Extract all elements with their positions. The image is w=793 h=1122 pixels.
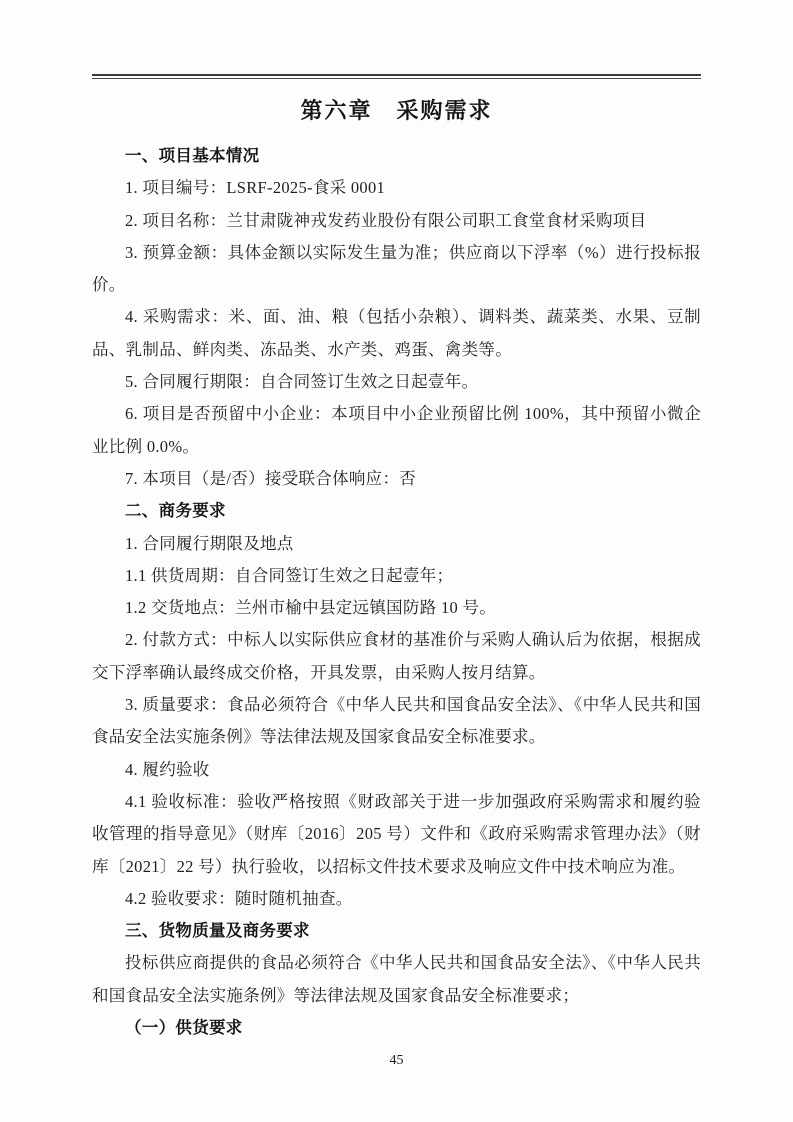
section-heading: 二、商务要求 [125, 501, 226, 521]
paragraph: 投标供应商提供的食品必须符合《中华人民共和国食品安全法》、《中华人民共和国食品安全法实施条例》等法律法规及国家食品安全标准要求； [92, 953, 701, 1005]
paragraph: 2. 项目名称：兰甘肃陇神戎发药业股份有限公司职工食堂食材采购项目 [125, 210, 647, 230]
paragraph: 1. 项目编号：LSRF-2025-食采 0001 [125, 178, 386, 198]
paragraph: 1.1 供货周期：自合同签订生效之日起壹年； [125, 565, 454, 585]
section-heading: 三、货物质量及商务要求 [125, 921, 310, 941]
paragraph: 5. 合同履行期限：自合同签订生效之日起壹年。 [125, 372, 479, 392]
paragraph: 1.2 交货地点：兰州市榆中县定远镇国防路 10 号。 [125, 598, 497, 618]
section-heading: （一）供货要求 [125, 1018, 243, 1038]
paragraph: 1. 合同履行期限及地点 [125, 533, 294, 553]
paragraph: 4.1 验收标准：验收严格按照《财政部关于进一步加强政府采购需求和履约验收管理的指导意见》（财库〔2016〕205 号）文件和《政府采购需求管理办法》（财库〔2021〕22 号）执行验收，以招标文件技术要求及响应文件中技术响应为准。 [92, 791, 701, 876]
paragraph: 7. 本项目（是/否）接受联合体响应：否 [125, 468, 417, 488]
header-rule [92, 74, 701, 79]
document-content [92, 88, 701, 1044]
paragraph: 4.2 验收要求：随时随机抽查。 [125, 888, 353, 908]
paragraph: 4. 采购需求：米、面、油、粮（包括小杂粮）、调料类、蔬菜类、水果、豆制品、乳制品、鲜肉类、冻品类、水产类、鸡蛋、禽类等。 [92, 307, 701, 359]
paragraph: 4. 履约验收 [125, 759, 210, 779]
paragraph: 6. 项目是否预留中小企业：本项目中小企业预留比例 100%，其中预留小微企业比例 0.0%。 [92, 404, 701, 456]
paragraph: 2. 付款方式：中标人以实际供应食材的基准价与采购人确认后为依据，根据成交下浮率确认最终成交价格，开具发票，由采购人按月结算。 [92, 630, 701, 682]
paragraph: 3. 质量要求：食品必须符合《中华人民共和国食品安全法》、《中华人民共和国食品安全法实施条例》等法律法规及国家食品安全标准要求。 [92, 695, 701, 747]
paragraph: 3. 预算金额：具体金额以实际发生量为准；供应商以下浮率（%）进行投标报价。 [92, 242, 701, 295]
page-number: 45 [389, 1053, 404, 1068]
chapter-title: 第六章 采购需求 [300, 98, 493, 123]
section-heading: 一、项目基本情况 [125, 146, 260, 165]
page-footer [0, 1053, 793, 1069]
